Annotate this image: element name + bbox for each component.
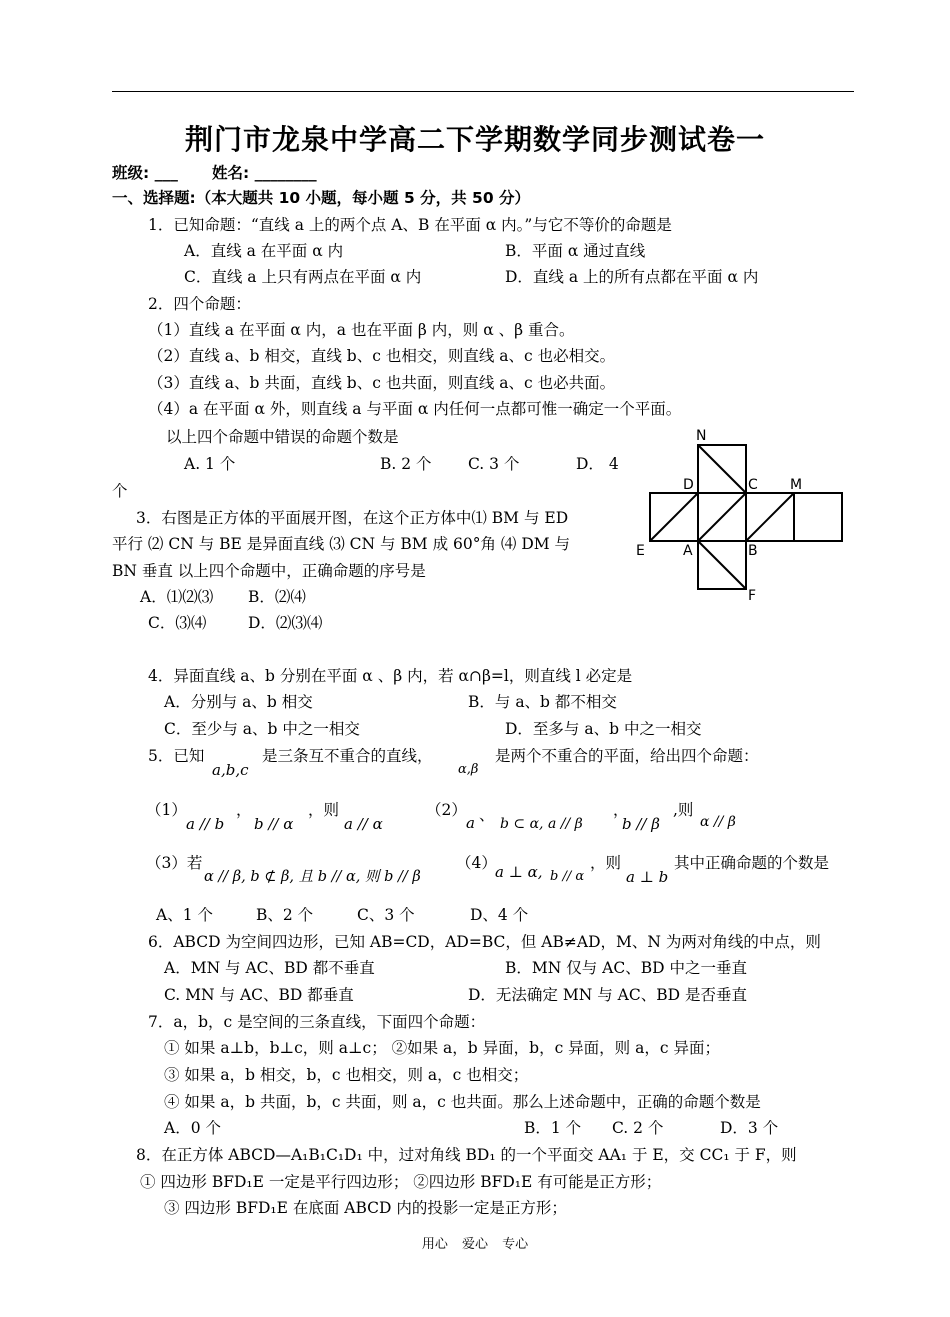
q5-p4-num: （4） [456,854,497,872]
q5-p2-num: （2） [426,801,467,819]
q6-option-a: A．MN 与 AC、BD 都不垂直 [164,959,375,977]
q4-stem: 4．异面直线 a、b 分别在平面 α 、β 内，若 α∩β=l，则直线 l 必定是 [148,667,633,685]
cube-net-figure [630,425,850,605]
section-heading: 一、选择题:（本大题共 10 小题，每小题 5 分，共 50 分） [112,189,531,207]
q3-line-1: 3．右图是正方体的平面展开图，在这个正方体中⑴ BM 与 ED [136,509,569,527]
net-label-e: E [636,543,645,559]
q5-p1-m3: a // α [344,815,383,833]
q7-option-b: B．1 个 [524,1119,582,1137]
q6-option-b: B．MN 仅与 AC、BD 中之一垂直 [505,959,747,977]
net-label-m: M [790,477,803,493]
q1-option-a: A．直线 a 在平面 α 内 [184,242,344,260]
q7-line-2: ③ 如果 a，b 相交，b，c 也相交，则 a，c 也相交； [164,1066,529,1084]
q2-option-a: A. 1 个 [184,455,236,473]
page-footer: 用心 爱心 专心 [421,1237,529,1252]
q5-p1-m2: b // α [254,815,294,833]
q5-lines-abc: a,b,c [212,761,249,779]
top-rule [112,91,854,92]
q3-line-3: BN 垂直 以上四个命题中，正确命题的序号是 [112,562,426,580]
q5-p2-sep2: ， [613,801,629,819]
net-diagonal-bottom [698,541,746,589]
q7-option-c: C. 2 个 [612,1119,664,1137]
q5-p1-m1: a // b [186,815,225,833]
q7-line-1: ① 如果 a⊥b，b⊥c，则 a⊥c； ②如果 a，b 异面，b，c 异面，则 a，c 异面； [164,1039,720,1057]
q4-option-a: A．分别与 a、b 相交 [164,693,313,711]
q7-option-d: D．3 个 [720,1119,779,1137]
q8-stem: 8．在正方体 ABCD—A₁B₁C₁D₁ 中，过对角线 BD₁ 的一个平面交 AA₁ 于 E，交 CC₁ 于 F，则 [136,1146,797,1164]
q2-option-c: C. 3 个 [468,455,520,473]
net-label-a: A [683,543,693,559]
q2-proposition-3: （3）直线 a、b 共面，直线 b、c 也共面，则直线 a、c 也必共面。 [148,374,616,392]
q5-p4-sep: ，则 [590,854,622,872]
net-diagonal-center [698,493,746,541]
q6-option-d: D．无法确定 MN 与 AC、BD 是否垂直 [468,986,747,1004]
q5-stem-pre: 5．已知 [148,747,205,765]
net-label-d: D [683,477,694,493]
q2-proposition-2: （2）直线 a、b 相交，直线 b、c 也相交，则直线 a、c 也必相交。 [148,347,616,365]
q1-stem: 1．已知命题：“直线 a 上的两个点 A、B 在平面 α 内。”与它不等价的命题是 [148,216,672,234]
q5-option-d: D、4 个 [470,906,529,924]
net-label-n: N [696,428,707,444]
q5-p2-m2: b ⊂ α, a // β [500,816,583,832]
q5-stem-mid: 是三条互不重合的直线， [262,747,433,765]
q5-p2-sep3: ,则 [673,801,694,819]
net-diagonal-top [698,445,746,493]
q3-option-a: A．⑴⑵⑶ [140,588,214,606]
net-diagonal-right [746,493,794,541]
q2-option-b: B. 2 个 [380,455,432,473]
q2-option-d: D． 4 [576,455,619,473]
q5-p4-m1: a ⊥ α, [495,863,543,881]
q1-option-c: C．直线 a 上只有两点在平面 α 内 [184,268,422,286]
q2-option-d-wrap: 个 [112,482,128,500]
q4-option-c: C．至少与 a、b 中之一相交 [164,720,360,738]
q8-line-2: ③ 四边形 BFD₁E 在底面 ABCD 内的投影一定是正方形； [164,1199,567,1217]
q5-p1-num: （1） [146,801,187,819]
q7-stem: 7．a，b，c 是空间的三条直线，下面四个命题： [148,1013,486,1031]
q2-proposition-4: （4）a 在平面 α 外，则直线 a 与平面 α 内任何一点都可惟一确定一个平面。 [148,400,682,418]
q6-option-c: C. MN 与 AC、BD 都垂直 [164,986,354,1004]
q5-p4-m3: a ⊥ b [626,868,669,886]
q5-p2-m1: a [466,814,475,832]
q5-option-b: B、2 个 [256,906,314,924]
q4-option-b: B．与 a、b 都不相交 [468,693,617,711]
net-square-far-right [794,493,842,541]
net-diagonal-left [650,493,698,541]
q3-option-d: D．⑵⑶⑷ [248,614,323,632]
q2-question: 以上四个命题中错误的命题个数是 [166,428,399,446]
q5-question: 其中正确命题的个数是 [674,854,830,872]
class-label: 班级: ___ [112,164,178,182]
q5-p2-sep1: 、 [479,806,495,824]
q4-option-d: D．至多与 a、b 中之一相交 [505,720,702,738]
q5-p3-num: （3）若 [146,854,203,872]
name-label: 姓名: ________ [212,164,317,182]
q3-option-b: B．⑵⑷ [248,588,306,606]
q3-line-2: 平行 ⑵ CN 与 BE 是异面直线 ⑶ CN 与 BM 成 60°角 ⑷ DM 与 [112,535,571,553]
q2-stem: 2．四个命题： [148,295,251,313]
q5-p1-sep2: ，则 [308,801,340,819]
q5-p2-m3: b // β [622,815,660,833]
q5-p3-m1: α // β, b ⊄ β, 且 b // α, 则 b // β [204,869,421,885]
q2-proposition-1: （1）直线 a 在平面 α 内，a 也在平面 β 内，则 α 、β 重合。 [148,321,575,339]
q6-stem: 6．ABCD 为空间四边形，已知 AB=CD，AD=BC，但 AB≠AD，M、N 为两对角线的中点，则 [148,933,821,951]
q5-option-c: C、3 个 [357,906,415,924]
q1-option-b: B．平面 α 通过直线 [505,242,646,260]
q1-option-d: D．直线 a 上的所有点都在平面 α 内 [505,268,759,286]
net-label-b: B [748,543,758,559]
q3-option-c: C．⑶⑷ [148,614,207,632]
q5-option-a: A、1 个 [156,906,213,924]
q5-p2-m4: α // β [700,814,736,830]
q8-line-1: ① 四边形 BFD₁E 一定是平行四边形； ②四边形 BFD₁E 有可能是正方形； [140,1173,662,1191]
q7-line-3: ④ 如果 a，b 共面，b，c 共面，则 a，c 也共面。那么上述命题中，正确的命题个数是 [164,1093,761,1111]
q5-stem-post: 是两个不重合的平面，给出四个命题： [495,747,759,765]
q7-option-a: A．0 个 [164,1119,221,1137]
q5-p4-m2: b // α [550,869,585,884]
q5-p1-sep1: ， [236,801,252,819]
page-title: 荆门市龙泉中学高二下学期数学同步测试卷一 [184,123,765,156]
net-label-c: C [748,477,758,493]
net-label-f: F [748,588,757,604]
q5-planes: α,β [458,762,479,777]
